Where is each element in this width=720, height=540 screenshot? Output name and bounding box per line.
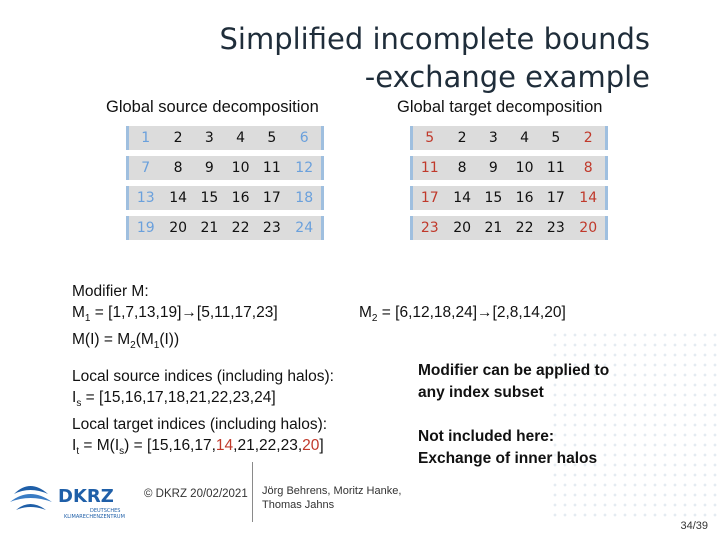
source-grid-cell: 19	[126, 216, 163, 240]
dkrz-logo-mark-icon	[8, 476, 128, 524]
target-grid-row	[410, 156, 608, 180]
note-modifier-subset: Modifier can be applied to any index subset	[418, 362, 610, 401]
source-grid-cell: 13	[126, 186, 163, 210]
source-grid-cell: 7	[126, 156, 163, 180]
target-grid-cell: 21	[478, 216, 509, 240]
logo-subtitle-2: KLIMARECHENZENTRUM	[64, 514, 125, 520]
target-grid-cell: 5	[540, 126, 571, 150]
dkrz-logo	[8, 476, 128, 524]
local-indices-block	[72, 366, 334, 462]
modifier-composition: $M(I) = M_2(M_1(I))$	[72, 331, 180, 352]
target-grid-cell: 11	[410, 156, 447, 180]
source-grid-row	[126, 126, 324, 150]
modifier-m2: $M_2 = [6,12,18,24]\to[2,8,14,20]$	[359, 304, 566, 325]
target-grid-cell: 8	[571, 156, 608, 180]
source-grid-cell: 17	[256, 186, 287, 210]
source-grid-cell: 5	[256, 126, 287, 150]
target-grid-row	[410, 186, 608, 210]
local-source-label: Local source indices (including halos):	[72, 368, 334, 385]
target-grid-cell: 11	[540, 156, 571, 180]
note-inner-halos: Not included here: Exchange of inner halos	[418, 428, 598, 467]
source-grid-cell: 18	[287, 186, 324, 210]
source-grid-cell: 11	[256, 156, 287, 180]
target-grid-cell: 5	[410, 126, 447, 150]
logo-text: DKRZ	[58, 486, 114, 507]
modifier-block	[72, 281, 278, 356]
source-grid-cell: 16	[225, 186, 256, 210]
source-grid-row	[126, 156, 324, 180]
source-grid-cell: 12	[287, 156, 324, 180]
target-grid-cell: 15	[478, 186, 509, 210]
source-grid-cell: 20	[163, 216, 194, 240]
logo-subtitle-1: DEUTSCHES	[90, 508, 121, 514]
source-grid-cell: 22	[225, 216, 256, 240]
target-grid-cell: 8	[447, 156, 478, 180]
source-grid-cell: 21	[194, 216, 225, 240]
target-grid-cell: 17	[410, 186, 447, 210]
source-grid-cell: 10	[225, 156, 256, 180]
target-grid-cell: 2	[447, 126, 478, 150]
source-grid-cell: 1	[126, 126, 163, 150]
target-grid-row	[410, 126, 608, 150]
source-grid-cell: 23	[256, 216, 287, 240]
source-grid-cell: 15	[194, 186, 225, 210]
modifier-m1: $M_1 = [1,7,13,19]\to[5,11,17,23]$	[72, 304, 278, 325]
source-grid-cell: 8	[163, 156, 194, 180]
title-line-2: -exchange example	[364, 60, 650, 94]
target-grid-cell: 9	[478, 156, 509, 180]
target-grid-cell: 14	[571, 186, 608, 210]
target-grid-cell: 23	[540, 216, 571, 240]
target-grid-cell: 2	[571, 126, 608, 150]
source-grid-cell: 3	[194, 126, 225, 150]
target-grid-cell: 14	[447, 186, 478, 210]
source-grid-cell: 14	[163, 186, 194, 210]
source-grid-cell: 24	[287, 216, 324, 240]
source-grid-cell: 6	[287, 126, 324, 150]
target-grid-cell: 16	[509, 186, 540, 210]
local-source-indices: $I_s = [15,16,17,18,21,22,23,24]$	[72, 389, 276, 410]
local-target-label: Local target indices (including halos):	[72, 416, 328, 434]
target-grid-cell: 20	[447, 216, 478, 240]
target-decomposition-heading: Global target decomposition	[397, 98, 603, 116]
source-grid-row	[126, 186, 324, 210]
source-grid-cell: 2	[163, 126, 194, 150]
target-decomposition-grid	[410, 120, 608, 246]
source-grid-cell: 9	[194, 156, 225, 180]
local-target-indices: $I_t = M(I_s) = [15,16,17,14,21,22,23,20]$	[72, 437, 324, 458]
source-grid-cell: 4	[225, 126, 256, 150]
source-decomposition-grid	[126, 120, 324, 246]
target-grid-cell: 3	[478, 126, 509, 150]
target-grid-cell: 22	[509, 216, 540, 240]
footer-divider	[252, 462, 253, 522]
source-grid-row	[126, 216, 324, 240]
source-decomposition-heading: Global source decomposition	[106, 98, 319, 116]
footer-authors: Jörg Behrens, Moritz Hanke, Thomas Jahns	[262, 485, 402, 511]
slide-title	[219, 20, 650, 96]
target-grid-cell: 4	[509, 126, 540, 150]
target-grid-row	[410, 216, 608, 240]
target-grid-cell: 23	[410, 216, 447, 240]
page-number: 34/39	[680, 520, 708, 532]
modifier-label: Modifier M:	[72, 283, 149, 300]
footer-copyright: © DKRZ 20/02/2021	[144, 488, 248, 500]
target-grid-cell: 10	[509, 156, 540, 180]
background-dot-pattern	[550, 330, 720, 520]
target-grid-cell: 17	[540, 186, 571, 210]
target-grid-cell: 20	[571, 216, 608, 240]
title-line-1: Simplified incomplete bounds	[219, 22, 650, 56]
